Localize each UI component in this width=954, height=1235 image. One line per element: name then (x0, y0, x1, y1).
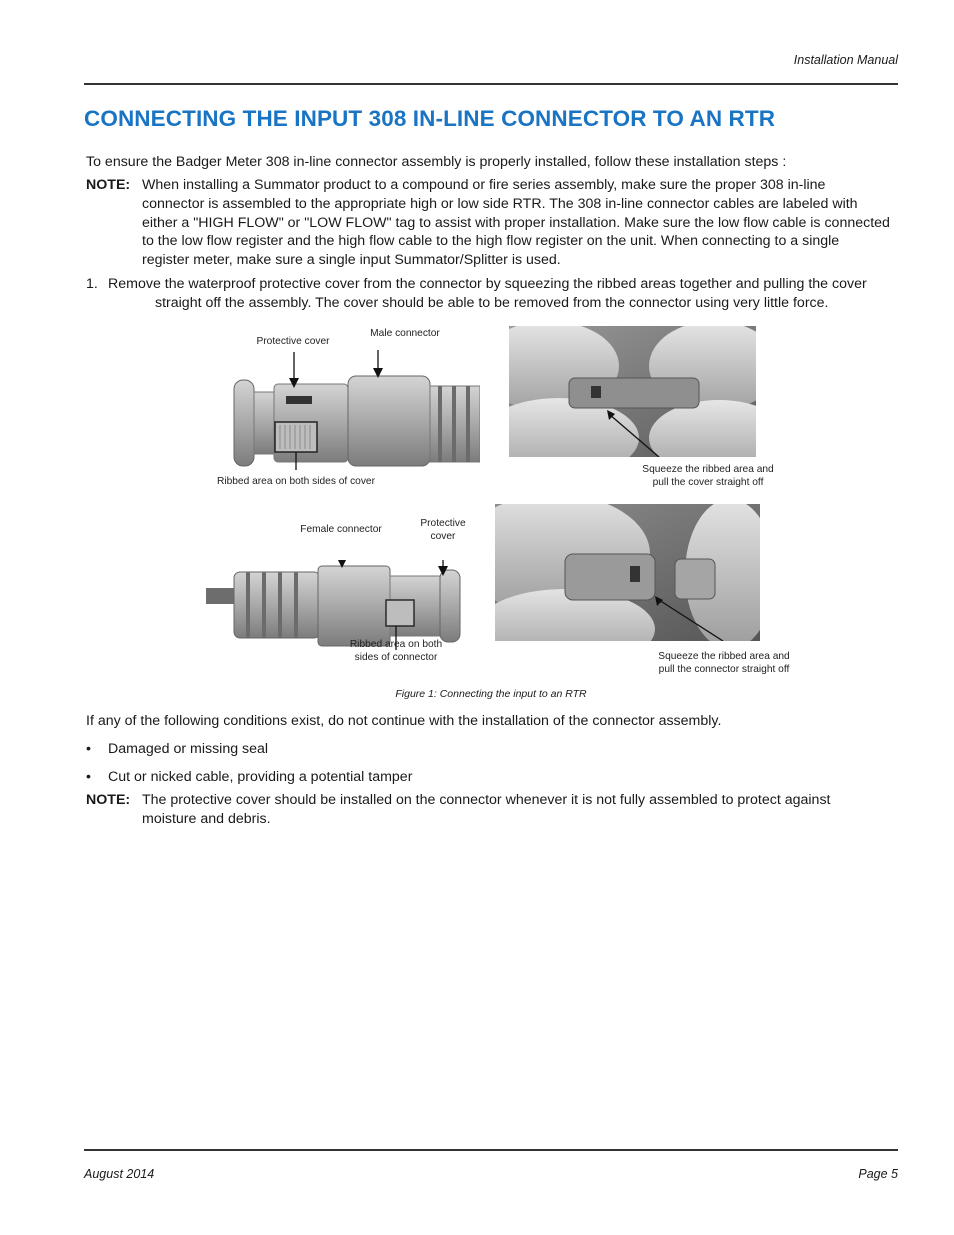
note-body (142, 791, 902, 829)
note-line: connector is assembled to the appropriate high or low side RTR. The 308 in-line connector cables are labeled with (142, 195, 858, 212)
note-line: moisture and debris. (142, 810, 271, 827)
footer-page-number: Page 5 (858, 1167, 898, 1181)
step-number: 1. (86, 276, 98, 292)
label-line: sides of connector (354, 651, 438, 663)
label-line: cover (430, 530, 456, 542)
note-line: either a "HIGH FLOW" or "LOW FLOW" tag to assist with proper installation. Make sure the low flow cable is connected (142, 214, 890, 231)
label-female-connector: Female connector (300, 524, 382, 535)
bullet-marker: • (86, 769, 91, 785)
label-line: Protective (420, 518, 466, 529)
label-protective-cover: Protective cover (256, 336, 330, 347)
label-protective-cover-bottom (408, 518, 478, 543)
note-label: NOTE: (86, 177, 131, 193)
note-label: NOTE: (86, 792, 131, 808)
label-line: pull the cover straight off (652, 476, 764, 488)
note-line: to the low flow register and the high flow cable to the high flow register on the unit. When connecting to a single (142, 233, 840, 250)
label-line: pull the connector straight off (658, 663, 790, 675)
label-line: Squeeze the ribbed area and (658, 651, 790, 662)
label-squeeze-connector (636, 651, 812, 676)
photo-removing-cover (509, 326, 756, 457)
step-line: Remove the waterproof protective cover from the connector by squeezing the ribbed areas together and pulling the cover (108, 276, 867, 292)
page-title: CONNECTING THE INPUT 308 IN-LINE CONNECTOR TO AN RTR (84, 106, 776, 131)
label-line: Ribbed area on both (349, 639, 443, 650)
label-squeeze-cover (622, 464, 794, 489)
bullet-item: Cut or nicked cable, providing a potential tamper (108, 769, 413, 785)
footer-rule (84, 1149, 898, 1151)
running-header: Installation Manual (793, 53, 898, 67)
header-rule (84, 83, 898, 85)
note-line: register meter, make sure a single input Summator/Splitter is used. (142, 252, 561, 269)
bullet-item: Damaged or missing seal (108, 741, 269, 757)
step-text (108, 275, 903, 313)
figure-caption: Figure 1: Connecting the input to an RTR (395, 688, 587, 700)
label-ribbed-cover: Ribbed area on both sides of cover (216, 476, 375, 487)
label-line: Squeeze the ribbed area and (642, 464, 774, 475)
note-body (142, 176, 902, 270)
intro-paragraph: To ensure the Badger Meter 308 in-line connector assembly is properly installed, follow these installation steps : (86, 154, 787, 170)
photo-removing-connector (495, 504, 760, 641)
footer-date: August 2014 (84, 1167, 155, 1181)
conditions-intro: If any of the following conditions exist, do not continue with the installation of the connector assembly. (86, 713, 722, 729)
note-line: When installing a Summator product to a compound or fire series assembly, make sure the proper 308 in-line (142, 177, 826, 193)
male-connector-diagram (228, 350, 480, 470)
bullet-marker: • (86, 741, 91, 757)
step-line: straight off the assembly. The cover should be able to be removed from the connector using very little force. (155, 294, 829, 311)
note-line: The protective cover should be installed on the connector whenever it is not fully assembled to protect against (142, 792, 831, 808)
label-male-connector: Male connector (370, 328, 440, 339)
label-ribbed-connector (336, 639, 456, 664)
female-connector-diagram (206, 560, 462, 650)
